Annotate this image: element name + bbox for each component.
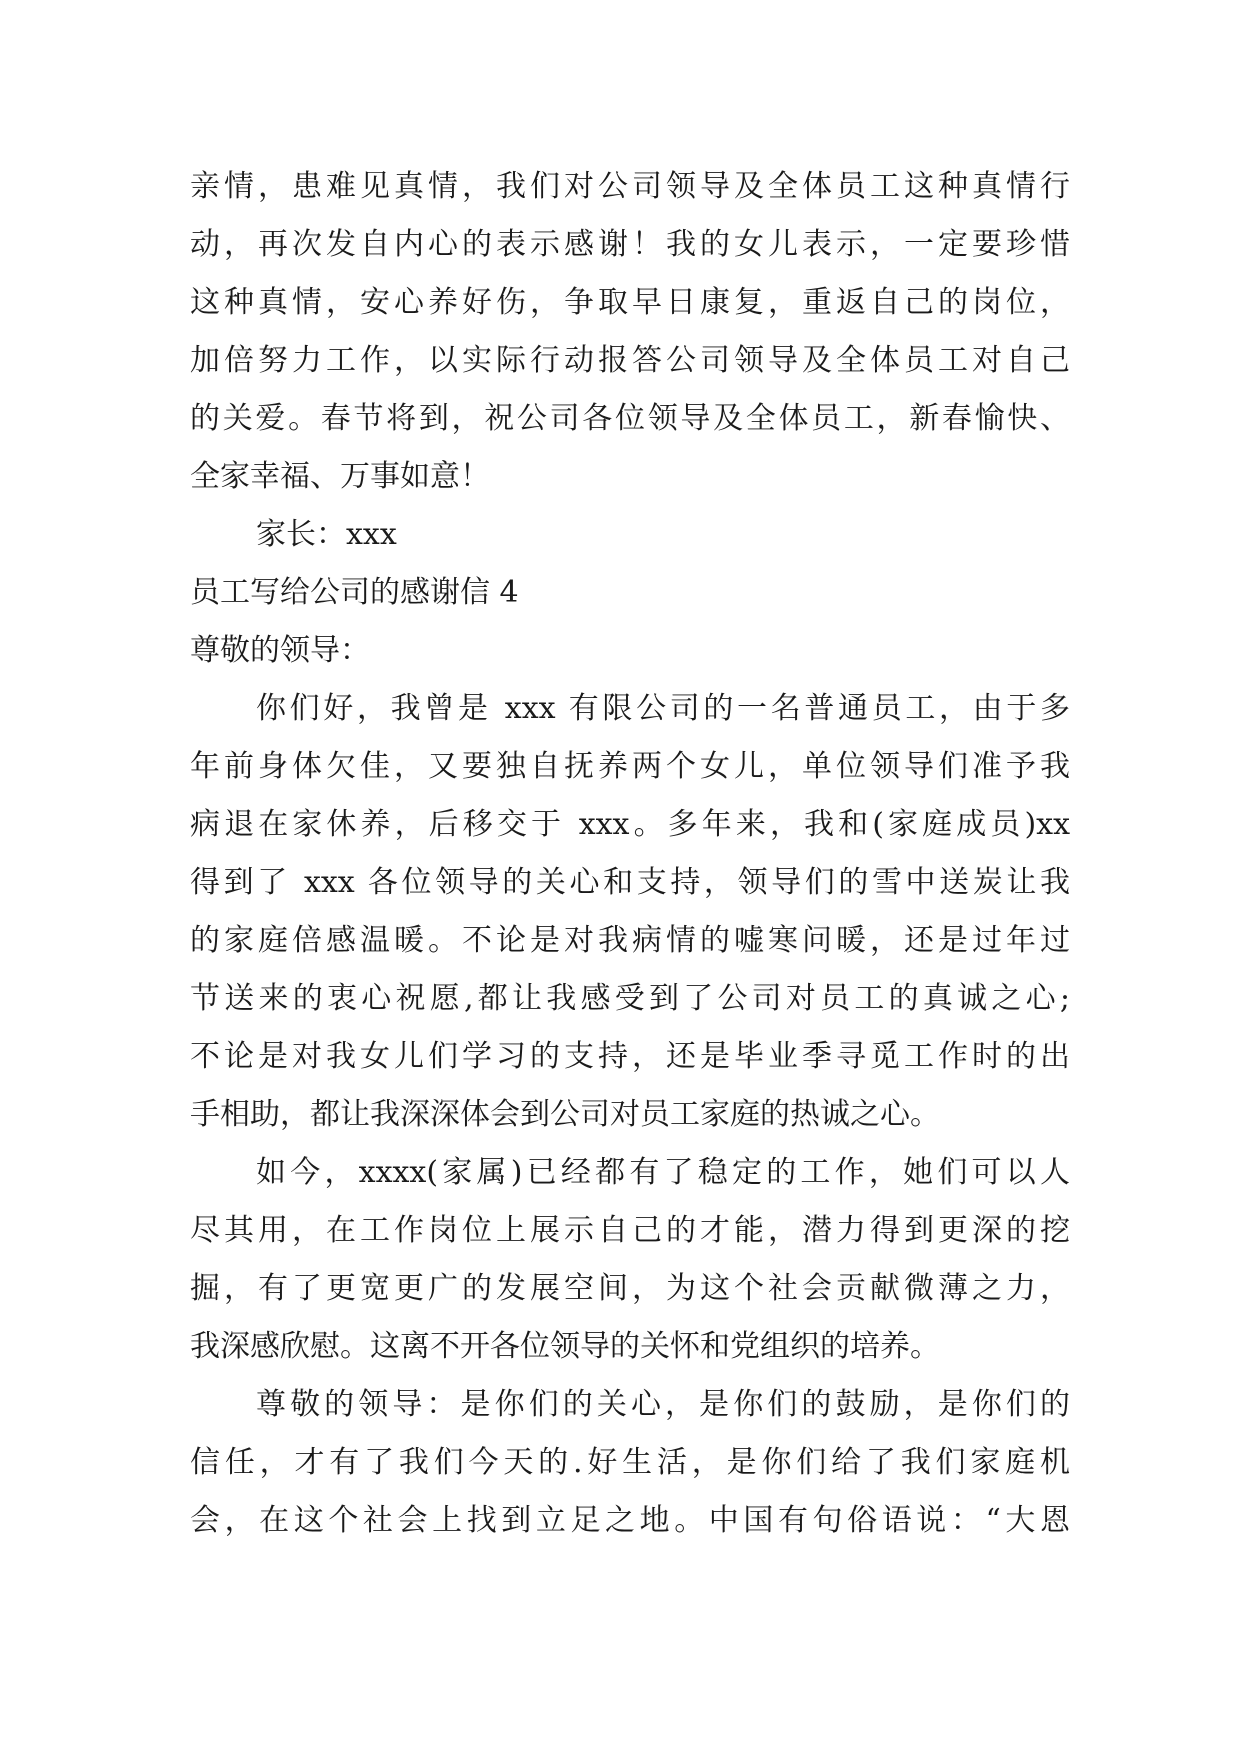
text-line: 这种真情，安心养好伤，争取早日康复，重返自己的岗位， [190,285,1070,320]
text-line: 不论是对我女儿们学习的支持，还是毕业季寻觅工作时的出 [190,1039,1070,1074]
text-line: 的家庭倍感温暖。不论是对我病情的嘘寒问暖，还是过年过 [190,923,1070,958]
text-line: 员工写给公司的感谢信 4 [190,575,519,610]
text-line: 年前身体欠佳，又要独自抚养两个女儿，单位领导们准予我 [190,749,1070,784]
text-line: 病退在家休养，后移交于 xxx。多年来，我和(家庭成员)xx [190,807,1070,842]
text-line: 掘，有了更宽更广的发展空间，为这个社会贡献微薄之力， [190,1271,1070,1306]
text-line: 我深感欣慰。这离不开各位领导的关怀和党组织的培养。 [190,1329,940,1364]
text-line: 尊敬的领导： [190,633,370,668]
text-line: 节送来的衷心祝愿,都让我感受到了公司对员工的真诚之心; [190,981,1070,1016]
text-line: 尊敬的领导：是你们的关心，是你们的鼓励，是你们的 [256,1387,1070,1422]
text-line: 动，再次发自内心的表示感谢！我的女儿表示，一定要珍惜 [190,227,1070,262]
text-line: 的关爱。春节将到，祝公司各位领导及全体员工，新春愉快、 [190,401,1070,436]
text-line: 家长：xxx [256,517,397,552]
text-line: 全家幸福、万事如意！ [190,459,490,494]
text-line: 信任，才有了我们今天的.好生活，是你们给了我们家庭机 [190,1445,1070,1480]
text-line: 如今，xxxx(家属)已经都有了稳定的工作，她们可以人 [256,1155,1070,1190]
text-line: 会，在这个社会上找到立足之地。中国有句俗语说：“大恩 [190,1503,1070,1538]
text-line: 你们好，我曾是 xxx 有限公司的一名普通员工，由于多 [256,691,1070,726]
text-line: 得到了 xxx 各位领导的关心和支持，领导们的雪中送炭让我 [190,865,1070,900]
document-body [190,158,1070,1550]
text-line: 加倍努力工作，以实际行动报答公司领导及全体员工对自己 [190,343,1070,378]
text-line: 尽其用，在工作岗位上展示自己的才能，潜力得到更深的挖 [190,1213,1070,1248]
text-line: 手相助，都让我深深体会到公司对员工家庭的热诚之心。 [190,1097,940,1132]
text-line: 亲情，患难见真情，我们对公司领导及全体员工这种真情行 [190,169,1070,204]
